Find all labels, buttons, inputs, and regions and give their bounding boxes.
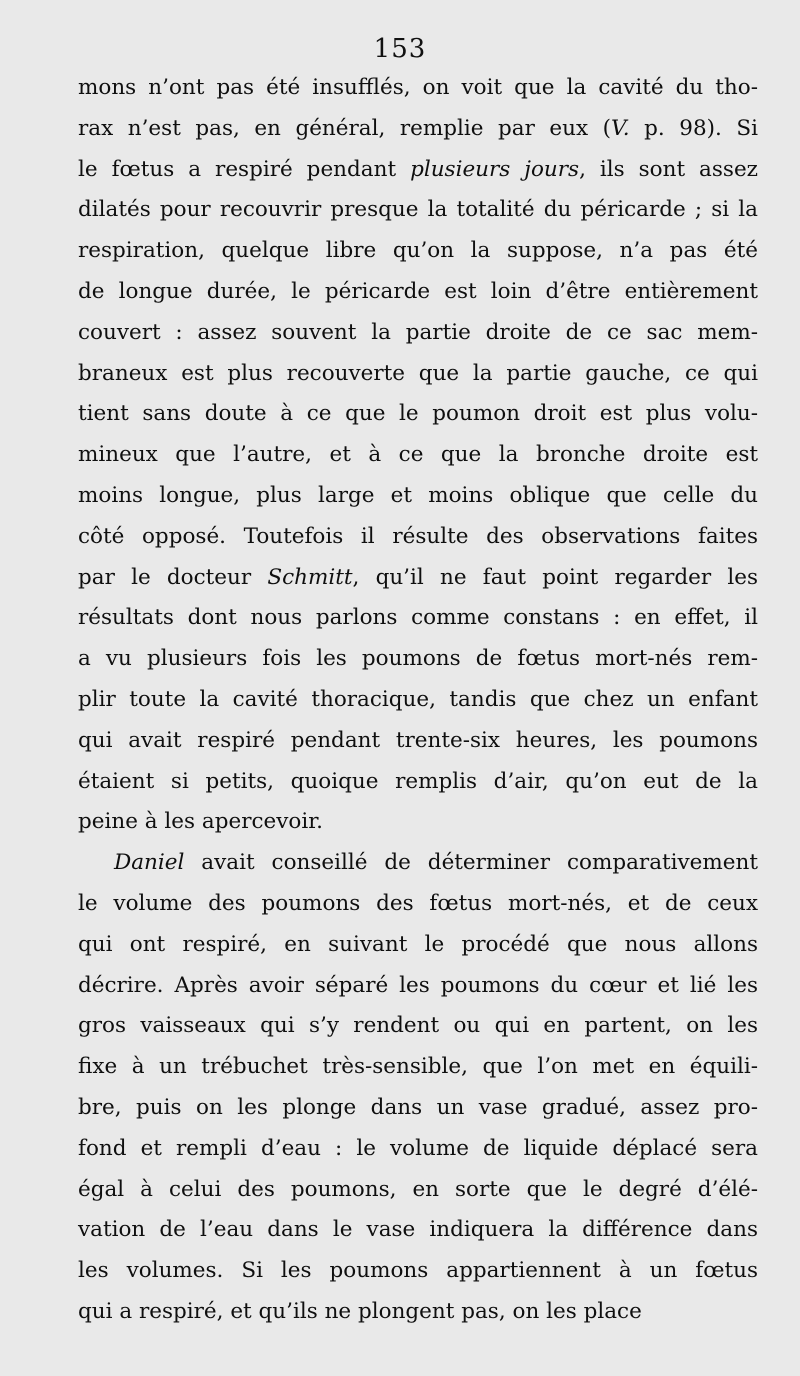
text-line: fixe à un trébuchet très-sensible, que l’on met en équili- [78, 1054, 758, 1080]
text-line: dilatés pour recouvrir presque la totalité du péricarde ; si la [78, 197, 758, 223]
text-line: gros vaisseaux qui s’y rendent ou qui en partent, on les [78, 1013, 758, 1039]
text-line: décrire. Après avoir séparé les poumons du cœur et lié les [78, 972, 758, 998]
text-line: par le docteur Schmitt, qu’il ne faut point regarder les [78, 564, 758, 590]
text-line: fond et rempli d’eau : le volume de liquide déplacé sera [78, 1135, 758, 1161]
text-line: égal à celui des poumons, en sorte que le degré d’élé- [78, 1176, 758, 1202]
text-line: le fœtus a respiré pendant plusieurs jours, ils sont assez [78, 156, 758, 182]
text-line: a vu plusieurs fois les poumons de fœtus mort-nés rem- [78, 646, 758, 672]
body-text [78, 68, 758, 1333]
text-line: plir toute la cavité thoracique, tandis que chez un enfant [78, 686, 758, 712]
text-line: côté opposé. Toutefois il résulte des observations faites [78, 523, 758, 549]
text-line: résultats dont nous parlons comme constans : en effet, il [78, 605, 758, 631]
text-line: les volumes. Si les poumons appartiennent à un fœtus [78, 1258, 758, 1284]
text-line: de longue durée, le péricarde est loin d’être entièrement [78, 278, 758, 304]
text-line: peine à les apercevoir. [78, 809, 323, 835]
text-line: le volume des poumons des fœtus mort-nés, et de ceux [78, 890, 758, 916]
text-line: respiration, quelque libre qu’on la suppose, n’a pas été [78, 238, 758, 264]
text-line: rax n’est pas, en général, remplie par eux (V. p. 98). Si [78, 115, 758, 141]
text-line: vation de l’eau dans le vase indiquera la différence dans [78, 1217, 758, 1243]
text-line: moins longue, plus large et moins oblique que celle du [78, 482, 758, 508]
text-line: braneux est plus recouverte que la partie gauche, ce qui [78, 360, 758, 386]
text-line: couvert : assez souvent la partie droite de ce sac mem- [78, 319, 758, 345]
text-line: bre, puis on les plonge dans un vase gradué, assez pro- [78, 1094, 758, 1120]
page-number: 153 [373, 34, 427, 64]
text-line: Daniel avait conseillé de déterminer comparativement [114, 850, 758, 876]
text-line: qui ont respiré, en suivant le procédé que nous allons [78, 931, 758, 957]
text-line: qui a respiré, et qu’ils ne plongent pas, on les place [78, 1298, 642, 1324]
text-line: qui avait respiré pendant trente-six heures, les poumons [78, 727, 758, 753]
text-line: étaient si petits, quoique remplis d’air, qu’on eut de la [78, 768, 758, 794]
text-line: mons n’ont pas été insufflés, on voit que la cavité du tho- [78, 75, 758, 100]
text-line: mineux que l’autre, et à ce que la bronche droite est [78, 442, 758, 468]
paragraph [78, 843, 758, 1333]
paragraph [78, 68, 758, 843]
text-line: tient sans doute à ce que le poumon droit est plus volu- [78, 401, 758, 427]
